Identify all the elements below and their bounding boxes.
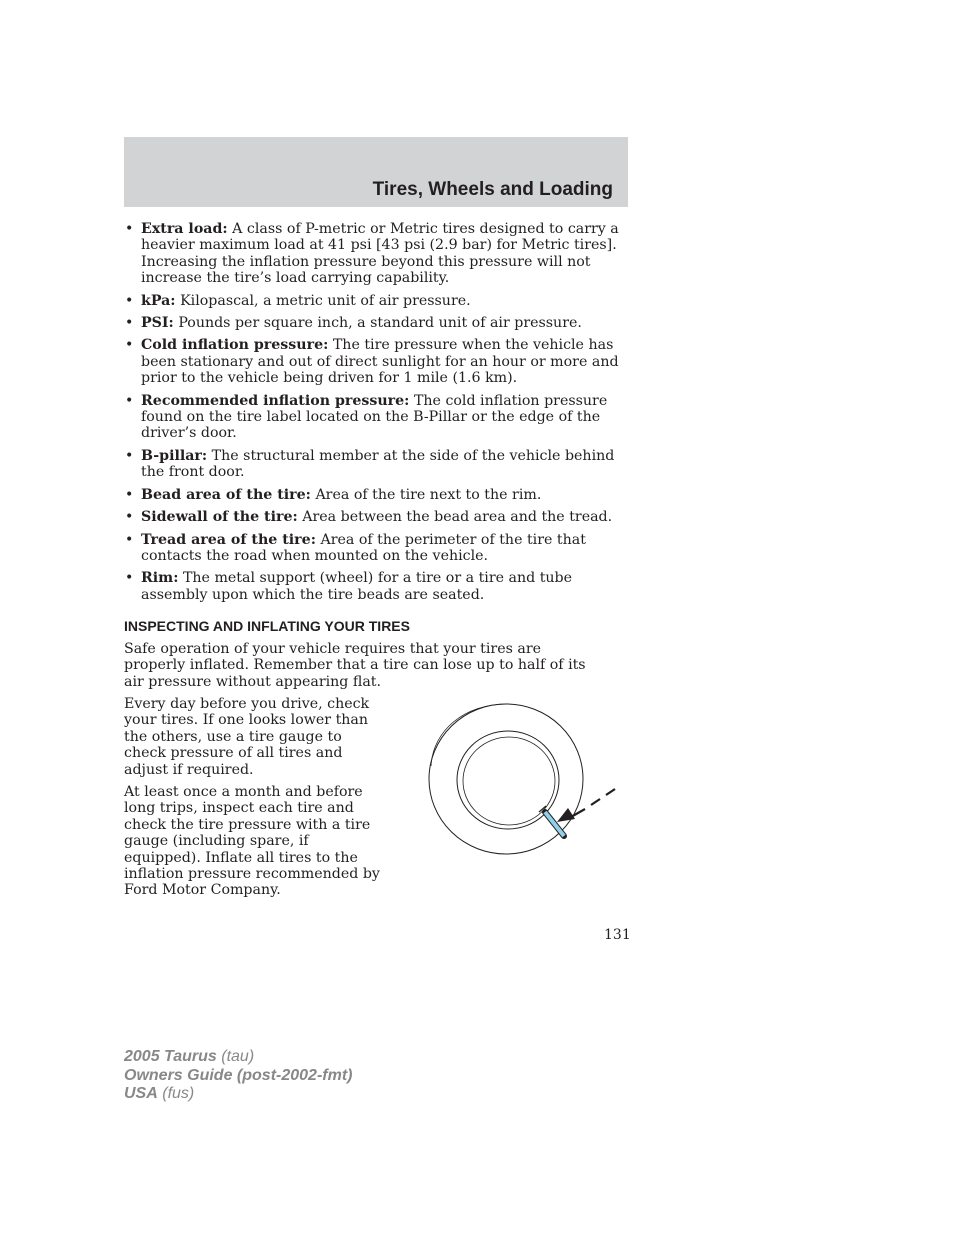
list-item: • Bead area of the tire: Area of the tire next to the rim. — [125, 486, 542, 503]
footer-model-code: (tau) — [221, 1048, 255, 1065]
definition-text: Area between the bead area and the tread. — [302, 509, 613, 526]
list-item: • Tread area of the tire: Area of the perimeter of the tire that contacts the road when mounted on the vehicle. — [125, 531, 586, 564]
definition-term: B-pillar: — [141, 447, 208, 464]
footer-market-code: (fus) — [162, 1085, 195, 1102]
footer-line — [124, 1085, 352, 1104]
definition-term: Extra load: — [141, 221, 228, 237]
footer-market: USA — [124, 1085, 158, 1102]
footer-model: 2005 Taurus — [124, 1048, 217, 1065]
document-footer — [124, 1048, 352, 1104]
definition-term: Rim: — [141, 570, 179, 587]
footer-line — [124, 1048, 352, 1067]
intro-paragraph: Safe operation of your vehicle requires that your tires are properly inflated. Remember that a tire can lose up to half of its air pressure without appearing flat. — [124, 641, 586, 690]
definition-text: Pounds per square inch, a standard unit of air pressure. — [178, 315, 582, 332]
list-item: • Rim: The metal support (wheel) for a tire or a tire and tube assembly upon which the tire beads are seated. — [125, 570, 573, 603]
definition-term: Bead area of the tire: — [141, 486, 311, 503]
daily-check-paragraph: Every day before you drive, check your tires. If one looks lower than the others, use a tire gauge to check pressure of all tires and adjust if required. — [124, 696, 370, 778]
list-item: • Sidewall of the tire: Area between the bead area and the tread. — [125, 509, 613, 526]
definition-text: The tire pressure when the vehicle has been stationary and out of direct sunlight for an hour or more and prior to the vehicle being driven for 1 mile (1.6 km). — [141, 337, 619, 387]
header-bar — [124, 137, 628, 207]
definition-text: Kilopascal, a metric unit of air pressure. — [180, 292, 471, 309]
definition-term: Cold inflation pressure: — [141, 337, 329, 354]
list-item: • Extra load: A class of P-metric or Metric tires designed to carry a heavier maximum load at 41 psi [43 psi (2.9 bar) for Metric tires]. Increasing the inflation pressure beyond this pressure will not increase the tire’s load carrying capability. — [125, 221, 619, 287]
list-item: • B-pillar: The structural member at the side of the vehicle behind the front door. — [125, 447, 615, 481]
definitions-list — [124, 221, 630, 609]
list-item: • kPa: Kilopascal, a metric unit of air pressure. — [125, 292, 471, 309]
monthly-check-paragraph: At least once a month and before long trips, inspect each tire and check the tire pressure with a tire gauge (including spare, if equipped). Inflate all tires to the inflation pressure recommended by Ford Motor Company. — [124, 784, 380, 899]
page-title: Tires, Wheels and Loading — [372, 179, 613, 200]
definition-text: The cold inflation pressure found on the tire label located on the B-Pillar or the edge of the driver’s door. — [141, 392, 608, 442]
definition-text: The structural member at the side of the vehicle behind the front door. — [141, 447, 615, 481]
footer-line — [124, 1067, 352, 1086]
footer-guide: Owners Guide (post-2002-fmt) — [124, 1066, 353, 1084]
definition-term: PSI: — [141, 315, 174, 332]
definition-term: Recommended inflation pressure: — [141, 392, 410, 409]
list-item: • Recommended inflation pressure: The cold inflation pressure found on the tire label located on the B-Pillar or the edge of the driver’s door. — [125, 392, 608, 442]
definition-text: Area of the perimeter of the tire that contacts the road when mounted on the vehicle. — [141, 531, 586, 564]
definition-text: A class of P-metric or Metric tires designed to carry a heavier maximum load at 41 psi [43 psi (2.9 bar) for Metric tires]. Increasing the inflation pressure beyond this pressure will not increase the tire’s load carrying capability. — [141, 221, 619, 287]
definition-text: Area of the tire next to the rim. — [315, 486, 542, 503]
section-heading: INSPECTING AND INFLATING YOUR TIRES — [124, 618, 410, 634]
list-item: • Cold inflation pressure: The tire pressure when the vehicle has been stationary and out of direct sunlight for an hour or more and prior to the vehicle being driven for 1 mile (1.6 km). — [125, 337, 619, 387]
definition-text: The metal support (wheel) for a tire or a tire and tube assembly upon which the tire beads are seated. — [141, 570, 573, 603]
list-item: • PSI: Pounds per square inch, a standard unit of air pressure. — [125, 315, 582, 332]
definition-term: Tread area of the tire: — [141, 531, 316, 548]
page-number: 131 — [604, 927, 631, 943]
definition-term: Sidewall of the tire: — [141, 509, 298, 526]
definition-term: kPa: — [141, 292, 176, 309]
tire-pressure-illustration — [425, 700, 620, 858]
